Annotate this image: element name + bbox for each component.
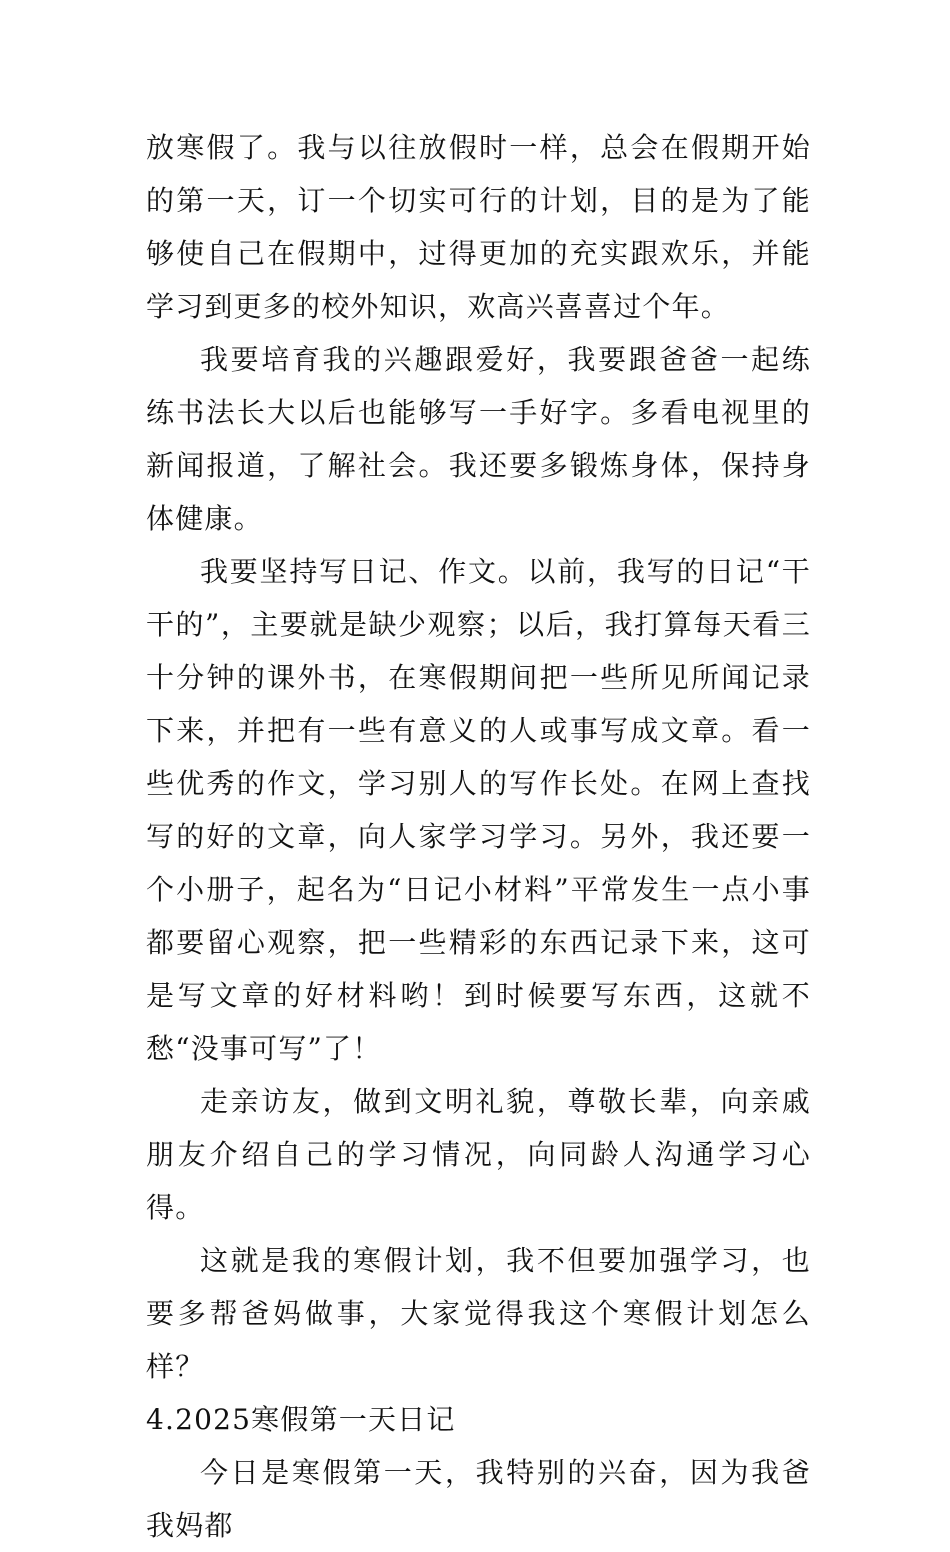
- document-body: [146, 121, 811, 1552]
- paragraph-6: 今日是寒假第一天，我特别的兴奋，因为我爸我妈都: [146, 1456, 811, 1542]
- paragraph-1: 放寒假了。我与以往放假时一样，总会在假期开始的第一天，订一个切实可行的计划，目的是为了能够使自己在假期中，过得更加的充实跟欢乐，并能学习到更多的校外知识，欢高兴喜喜过个年。: [146, 131, 811, 323]
- paragraph-5: 这就是我的寒假计划，我不但要加强学习，也要多帮爸妈做事，大家觉得我这个寒假计划怎么样？: [146, 1244, 811, 1383]
- section-heading: 4.2025寒假第一天日记: [146, 1403, 456, 1436]
- paragraph-4: 走亲访友，做到文明礼貌，尊敬长辈，向亲戚朋友介绍自己的学习情况，向同龄人沟通学习心得。: [146, 1085, 811, 1224]
- paragraph-3: 我要坚持写日记、作文。以前，我写的日记“干干的”，主要就是缺少观察；以后，我打算每天看三十分钟的课外书，在寒假期间把一些所见所闻记录下来，并把有一些有意义的人或事写成文章。看一些优秀的作文，学习别人的写作长处。在网上查找写的好的文章，向人家学习学习。另外，我还要一个小册子，起名为“日记小材料”平常发生一点小事都要留心观察，把一些精彩的东西记录下来，这可是写文章的好材料哟！到时候要写东西，这就不愁“没事可写”了！: [146, 555, 811, 1065]
- paragraph-2: 我要培育我的兴趣跟爱好，我要跟爸爸一起练练书法长大以后也能够写一手好字。多看电视里的新闻报道，了解社会。我还要多锻炼身体，保持身体健康。: [146, 343, 811, 535]
